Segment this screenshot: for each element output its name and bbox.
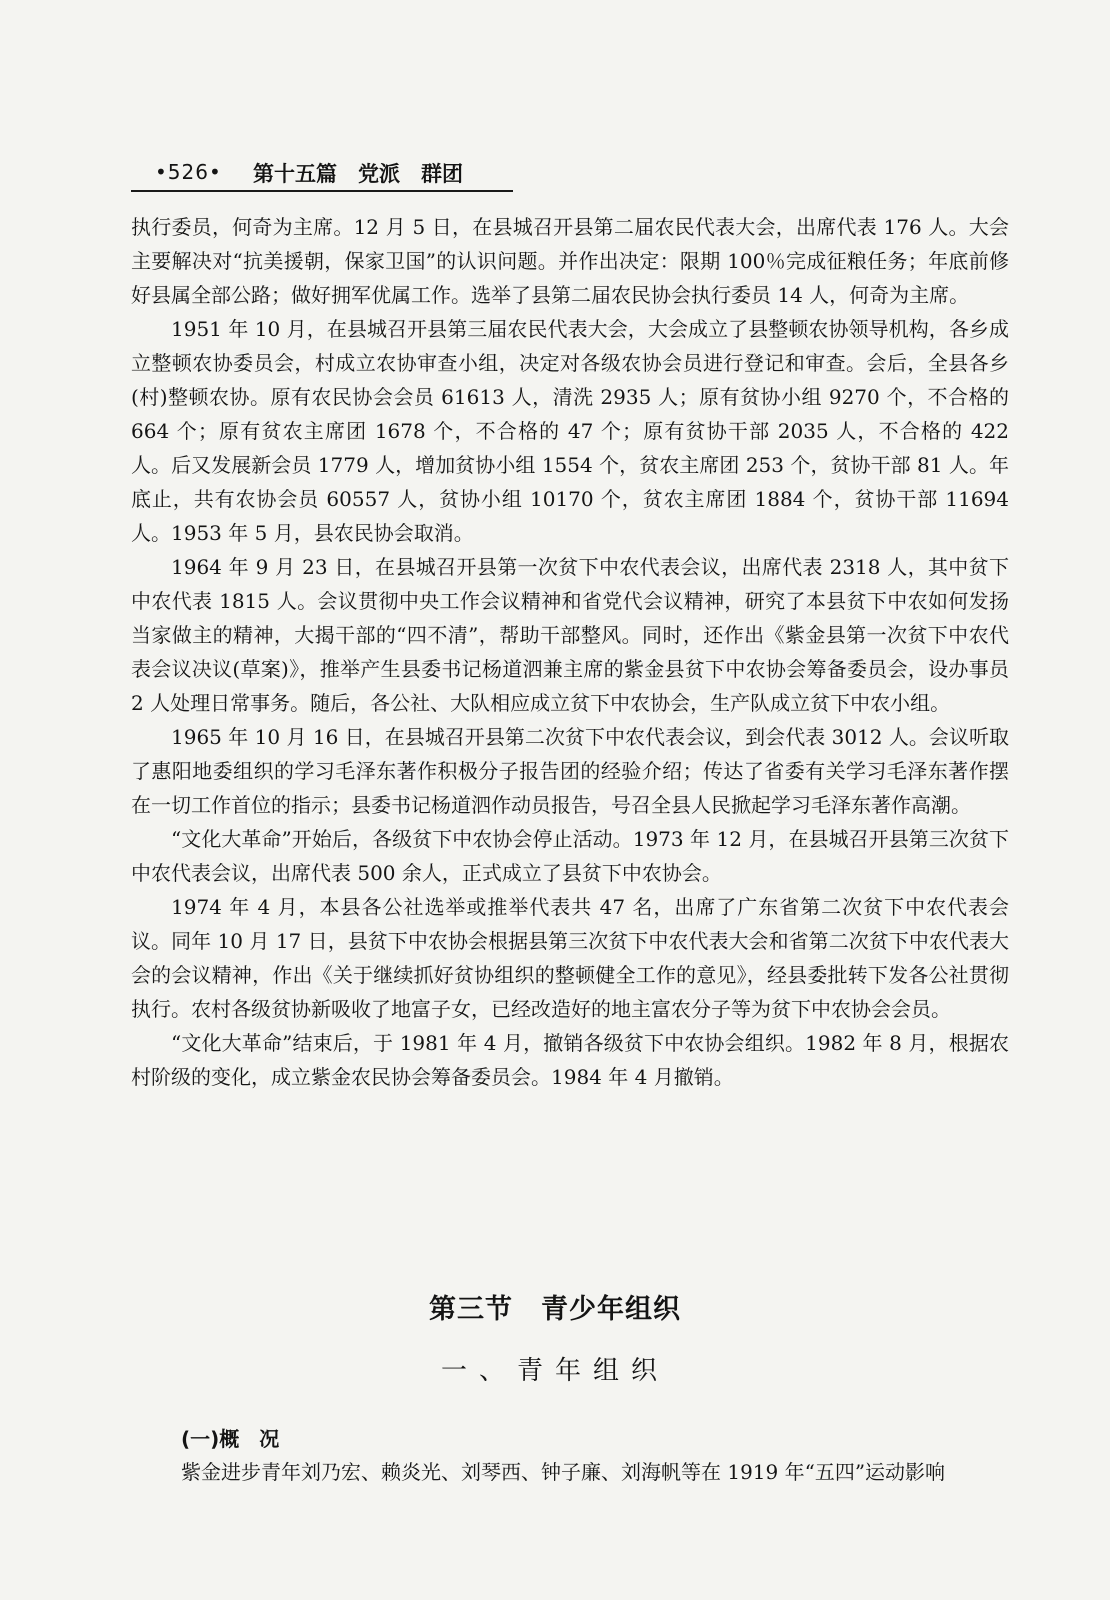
subsection-title: 一、青年组织: [440, 1356, 669, 1386]
paragraph-3: 1964 年 9 月 23 日，在县城召开县第一次贫下中农代表会议，出席代表 2318 人，其中贫下中农代表 1815 人。会议贯彻中央工作会议精神和省党代会议精神，研究了本县贫下中农如何发扬当家做主的精神，大揭干部的“四不清”，帮助干部整风。同时，还作出《紫金县第一次贫下中农代表会议决议(草案)》，推举产生县委书记杨道泗兼主席的紫金县贫下中农协会筹备委员会，设办事员 2 人处理日常事务。随后，各公社、大队相应成立贫下中农协会，生产队成立贫下中农小组。: [131, 555, 1009, 715]
last-line: 紫金进步青年刘乃宏、赖炎光、刘琴西、钟子廉、刘海帆等在 1919 年“五四”运动影响: [181, 1460, 946, 1484]
paragraph-5: “文化大革命”开始后，各级贫下中农协会停止活动。1973 年 12 月，在县城召开县第三次贫下中农代表会议，出席代表 500 余人，正式成立了县贫下中农协会。: [131, 827, 1009, 885]
paragraph-1: 执行委员，何奇为主席。12 月 5 日，在县城召开县第二届农民代表大会，出席代表 176 人。大会主要解决对“抗美援朝，保家卫国”的认识问题。并作出决定：限期 100％完成征粮任务；年底前修好县属全部公路；做好拥军优属工作。选举了县第二届农民协会执行委员 14 人，何奇为主席。: [131, 215, 1009, 307]
body-text: [131, 210, 1009, 1094]
chapter-title: 第十五篇 党派 群团: [253, 162, 463, 186]
paragraph-2: 1951 年 10 月，在县城召开县第三届农民代表大会，大会成立了县整顿农协领导机构，各乡成立整顿农协委员会，村成立农协审查小组，决定对各级农协会员进行登记和审查。会后，全县各乡(村)整顿农协。原有农民协会会员 61613 人，清洗 2935 人；原有贫协小组 9270 个，不合格的 664 个；原有贫农主席团 1678 个，不合格的 47 个；原有贫协干部 2035 人，不合格的 422 人。后又发展新会员 1779 人，增加贫协小组 1554 个，贫农主席团 253 个，贫协干部 81 人。年底止，共有农协会员 60557 人，贫协小组 10170 个，贫农主席团 1884 个，贫协干部 11694 人。1953 年 5 月，县农民协会取消。: [131, 317, 1009, 545]
paragraph-6: 1974 年 4 月，本县各公社选举或推举代表共 47 名，出席了广东省第二次贫下中农代表会议。同年 10 月 17 日，县贫下中农协会根据县第三次贫下中农代表大会和省第二次贫下中农代表大会的会议精神，作出《关于继续抓好贫协组织的整顿健全工作的意见》，经县委批转下发各公社贯彻执行。农村各级贫协新吸收了地富子女，已经改造好的地主富农分子等为贫下中农协会会员。: [131, 895, 1009, 1021]
page-number: •526•: [155, 160, 222, 184]
paragraph-4: 1965 年 10 月 16 日，在县城召开县第二次贫下中农代表会议，到会代表 3012 人。会议听取了惠阳地委组织的学习毛泽东著作积极分子报告团的经验介绍；传达了省委有关学习毛泽东著作摆在一切工作首位的指示；县委书记杨道泗作动员报告，号召全县人民掀起学习毛泽东著作高潮。: [131, 725, 1009, 817]
sub-heading: (一)概 况: [181, 1427, 280, 1451]
paragraph-7: “文化大革命”结束后，于 1981 年 4 月，撤销各级贫下中农协会组织。1982 年 8 月，根据农村阶级的变化，成立紫金农民协会筹备委员会。1984 年 4 月撤销。: [131, 1031, 1009, 1089]
running-head: [131, 158, 513, 192]
section-title: 第三节 青少年组织: [429, 1294, 681, 1325]
